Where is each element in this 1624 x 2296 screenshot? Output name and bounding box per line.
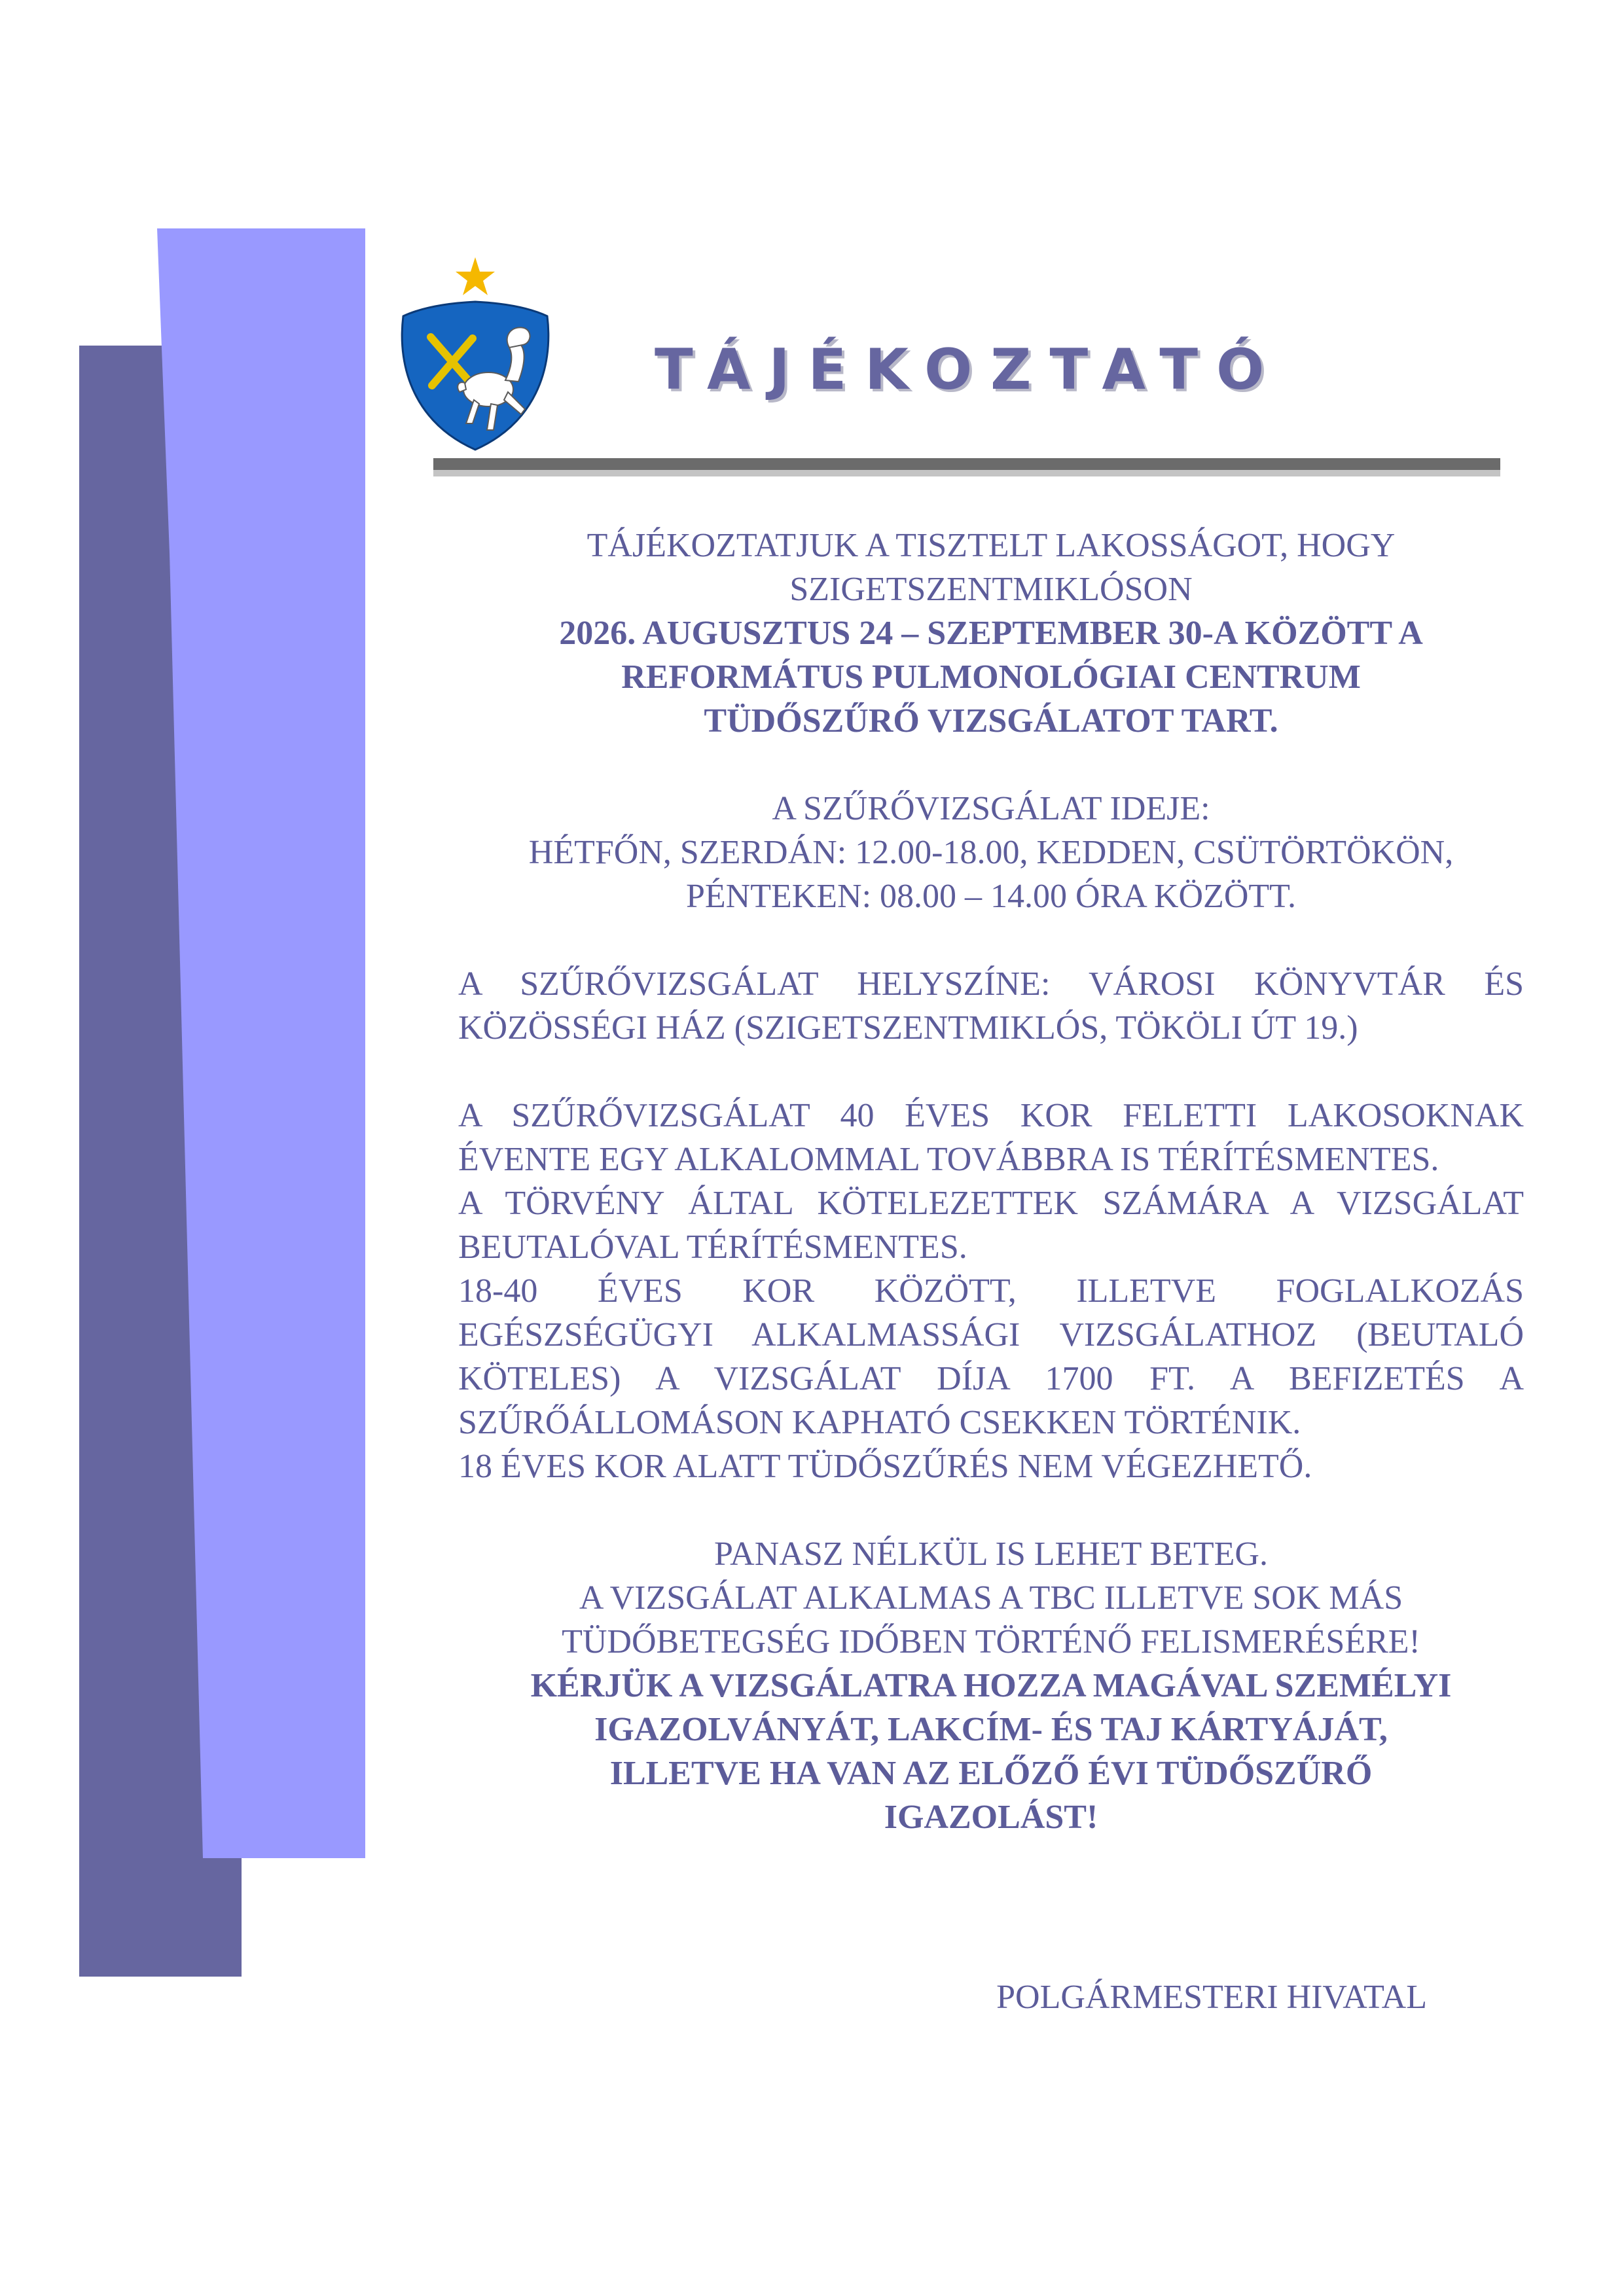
condition-fee-paragraph: 18-40 ÉVES KOR KÖZÖTT, ILLETVE FOGLALKOZÁS EGÉSZSÉGÜGYI ALKALMASSÁGI VIZSGÁLATHOZ (BEUTALÓ KÖTELES) A VIZSGÁLAT DÍJA 1700 FT. A BEFIZETÉS A SZŰRŐÁLLOMÁSON KAPHATÓ CSEKKEN TÖRTÉNIK. (458, 1272, 1524, 1441)
coat-of-arms-goat-icon (397, 252, 554, 455)
schedule-block (458, 787, 1524, 918)
announcement-block (458, 611, 1524, 743)
closing-line: A VIZSGÁLAT ALKALMAS A TBC ILLETVE SOK MÁS (579, 1579, 1403, 1617)
condition-under18-paragraph: 18 ÉVES KOR ALATT TÜDŐSZŰRÉS NEM VÉGEZHETŐ. (458, 1448, 1312, 1485)
notice-body (458, 524, 1524, 1839)
schedule-line: HÉTFŐN, SZERDÁN: 12.00-18.00, KEDDEN, CSÜTÖRTÖKÖN, (528, 834, 1454, 871)
schedule-line: PÉNTEKEN: 08.00 – 14.00 ÓRA KÖZÖTT. (685, 878, 1297, 915)
header-divider (433, 458, 1500, 470)
request-line: KÉRJÜK A VIZSGÁLATRA HOZZA MAGÁVAL SZEMÉLYI (530, 1667, 1452, 1704)
request-line: IGAZOLVÁNYÁT, LAKCÍM- ÉS TAJ KÁRTYÁJÁT, (594, 1711, 1388, 1748)
request-line: IGAZOLÁST! (884, 1799, 1098, 1836)
signature: POLGÁRMESTERI HIVATAL (996, 1979, 1427, 2016)
request-line: ILLETVE HA VAN AZ ELŐZŐ ÉVI TÜDŐSZŰRŐ (609, 1755, 1373, 1792)
location-paragraph: A SZŰRŐVIZSGÁLAT HELYSZÍNE: VÁROSI KÖNYVTÁR ÉS KÖZÖSSÉGI HÁZ (SZIGETSZENTMIKLÓS, TÖKÖLI ÚT 19.) (458, 965, 1524, 1047)
star-icon (456, 257, 495, 295)
condition-law-paragraph: A TÖRVÉNY ÁLTAL KÖTELEZETTEK SZÁMÁRA A VIZSGÁLAT BEUTALÓVAL TÉRÍTÉSMENTES. (458, 1185, 1524, 1266)
closing-line: TÜDŐBETEGSÉG IDŐBEN TÖRTÉNŐ FELISMERÉSÉRE! (562, 1623, 1420, 1660)
announcement-line: TÜDŐSZŰRŐ VIZSGÁLATOT TART. (704, 702, 1278, 740)
request-block (458, 1664, 1524, 1839)
conditions-block (458, 1094, 1524, 1488)
closing-block (458, 1532, 1524, 1664)
condition-free-paragraph: A SZŰRŐVIZSGÁLAT 40 ÉVES KOR FELETTI LAKOSOKNAK ÉVENTE EGY ALKALOMMAL TOVÁBBRA IS TÉRÍTÉSMENTES. (458, 1097, 1524, 1178)
page-title: TÁJÉKOZTATÓ (655, 337, 1283, 403)
header-divider-shadow (433, 470, 1500, 476)
intro-line: TÁJÉKOZTATJUK A TISZTELT LAKOSSÁGOT, HOGY (586, 527, 1396, 564)
intro-line: SZIGETSZENTMIKLÓSON (789, 571, 1193, 608)
closing-line: PANASZ NÉLKÜL IS LEHET BETEG. (714, 1535, 1268, 1573)
schedule-heading: A SZŰRŐVIZSGÁLAT IDEJE: (772, 790, 1210, 827)
announcement-line: 2026. AUGUSZTUS 24 – SZEPTEMBER 30-A KÖZÖTT A (559, 615, 1423, 652)
intro-block (458, 524, 1524, 611)
announcement-line: REFORMÁTUS PULMONOLÓGIAI CENTRUM (621, 658, 1361, 696)
